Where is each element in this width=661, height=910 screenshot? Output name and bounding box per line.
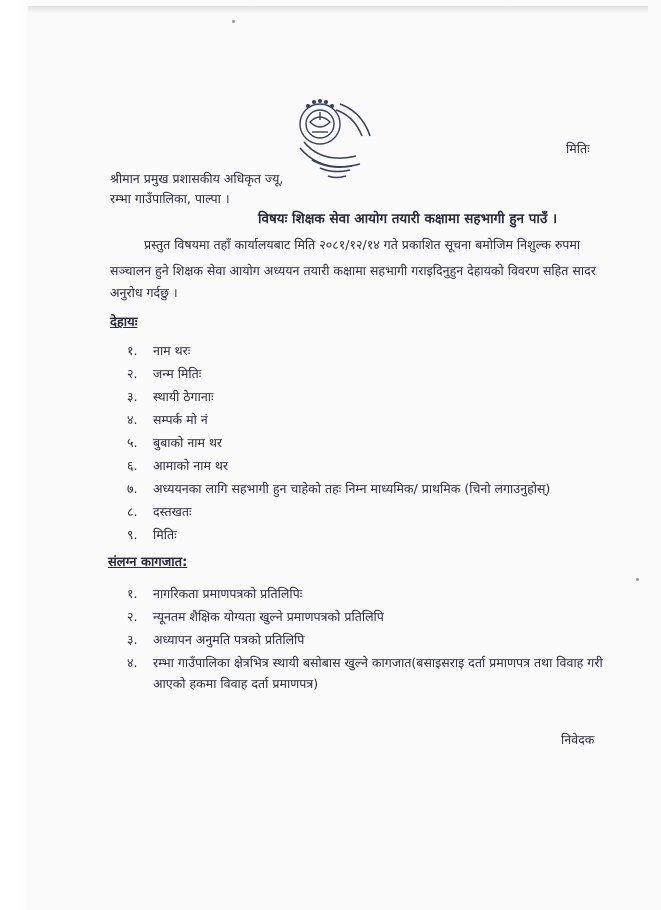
item-text: मितिः (153, 527, 177, 542)
details-item (127, 480, 550, 497)
item-text: रम्भा गाउँपालिका क्षेत्रभित्र स्थायी बसोबास खुल्ने कागजात(बसाइसराइ दर्ता प्रमाणपत्र तथा विवाह गरी (153, 655, 603, 670)
item-number: १. (127, 586, 138, 601)
item-number: ७. (127, 481, 138, 496)
item-number: ८. (127, 504, 138, 519)
item-text: सम्पर्क मो नं (153, 412, 208, 427)
scan-speck (232, 20, 235, 23)
subject-line: विषयः शिक्षक सेवा आयोग तयारी कक्षामा सहभागी हुन पाउँ । (258, 211, 558, 227)
body-line-2: सञ्चालन हुने शिक्षक सेवा आयोग अध्ययन तयारी कक्षामा सहभागी गराइदिनुहुन देहायको विवरण सहित सादर (110, 263, 596, 278)
item-number: १. (127, 343, 138, 358)
body-line-3: अनुरोध गर्दछु । (110, 285, 178, 300)
details-item (127, 342, 190, 359)
item-text: नाम थरः (153, 343, 191, 358)
scan-margin (0, 0, 26, 910)
signature-label: निवेदक (561, 732, 595, 747)
item-number: २. (127, 366, 138, 381)
item-number: ४. (127, 655, 138, 670)
municipal-seal-logo (290, 92, 376, 192)
item-number: ६. (127, 458, 138, 473)
details-item (127, 388, 214, 405)
item-text: दस्तखतः (153, 504, 192, 519)
details-item (127, 526, 177, 543)
item-text: नागरिकता प्रमाणपत्रको प्रतिलिपिः (153, 586, 303, 601)
item-text: अध्ययनका लागि सहभागी हुन चाहेको तहः निम्न माध्यमिक/ प्राथमिक (चिनो लगाउनुहोस्) (153, 481, 551, 496)
details-item (127, 503, 192, 520)
recipient-line-1: श्रीमान प्रमुख प्रशासकीय अधिकृत ज्यू, (110, 171, 284, 186)
item-number: ३. (127, 389, 138, 404)
date-label: मितिः (566, 141, 590, 156)
item-number: ५. (127, 435, 138, 450)
attachment-item (127, 631, 304, 648)
item-text: अध्यापन अनुमति पत्रको प्रतिलिपि (153, 632, 305, 647)
item-number: ३. (127, 632, 138, 647)
item-text: बुबाको नाम थर (153, 435, 223, 450)
details-item (127, 365, 201, 382)
details-item (127, 411, 208, 428)
item-number: ४. (127, 412, 138, 427)
attachment-item (127, 608, 384, 625)
attachment-item (127, 654, 603, 671)
item-number: ९. (127, 527, 138, 542)
attachment-item (127, 585, 302, 602)
item-text: न्यूनतम शैक्षिक योग्यता खुल्ने प्रमाणपत्रको प्रतिलिपि (153, 609, 384, 624)
recipient-line-2: रम्भा गाउँपालिका, पाल्पा । (110, 191, 230, 206)
item-text: स्थायी ठेगानाः (153, 389, 214, 404)
body-line-1: प्रस्तुत विषयमा तहाँ कार्यालयबाट मिति २०८१/१२/१४ गते प्रकाशित सूचना बमोजिम निशुल्क रुपमा (144, 237, 581, 252)
details-item (127, 457, 228, 474)
scan-speck (636, 578, 639, 581)
item-text: आमाको नाम थर (153, 458, 229, 473)
scan-top-shadow (28, 6, 648, 14)
attachment-item-continuation: आएको हकमा विवाह दर्ता प्रमाणपत्र) (153, 676, 319, 691)
attachments-heading: संलग्न कागजात: (108, 555, 188, 570)
details-heading: देहायः (110, 315, 138, 330)
details-item (127, 434, 222, 451)
item-number: २. (127, 609, 138, 624)
item-text: जन्म मितिः (153, 366, 202, 381)
